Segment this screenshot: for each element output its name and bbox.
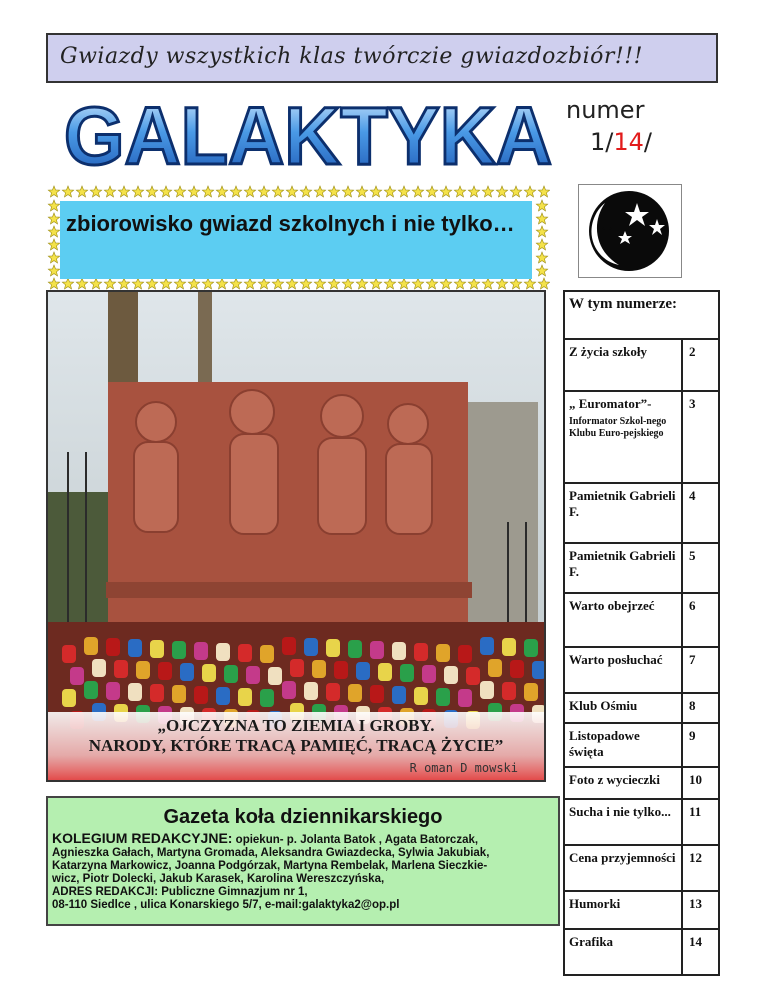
star-icon	[230, 186, 241, 197]
star-icon	[300, 186, 311, 197]
star-icon	[118, 186, 129, 197]
candle	[502, 682, 516, 700]
candle	[458, 645, 472, 663]
toc-row	[564, 767, 719, 799]
candle	[326, 683, 340, 701]
candle	[444, 666, 458, 684]
star-icon	[314, 186, 325, 197]
star-icon	[62, 278, 73, 289]
issue-number	[566, 94, 652, 158]
star-icon	[90, 186, 101, 197]
candle	[480, 681, 494, 699]
star-icon	[48, 278, 59, 289]
editorial-line-2: Agnieszka Gałach, Martyna Gromada, Aleksandra Gwiazdecka, Sylwia Jakubiak,	[52, 847, 490, 859]
star-icon	[384, 186, 395, 197]
moon-stars-image	[578, 184, 682, 278]
toc-item-title: Z życia szkoły	[569, 344, 647, 359]
star-icon	[48, 265, 59, 276]
star-icon	[188, 278, 199, 289]
candle	[282, 681, 296, 699]
star-icon	[48, 200, 59, 211]
star-icon	[174, 278, 185, 289]
candle	[304, 638, 318, 656]
candle	[70, 667, 84, 685]
star-icon	[468, 278, 479, 289]
star-icon	[48, 239, 59, 250]
toc-item-page: 9	[682, 723, 719, 767]
candle	[334, 661, 348, 679]
toc-item-title: Pamietnik Gabrieli F.	[569, 548, 676, 579]
editorial-line-6: 08-110 Siedlce , ulica Konarskiego 5/7, e-mail:galaktyka2@op.pl	[52, 899, 400, 911]
star-icon	[536, 213, 547, 224]
star-icon	[426, 278, 437, 289]
candle	[260, 645, 274, 663]
memorial-photo	[46, 290, 546, 782]
quote-author: R oman D mowski	[409, 761, 518, 775]
issue-num-c: /	[643, 128, 652, 156]
candle	[62, 645, 76, 663]
candle	[158, 662, 172, 680]
star-icon	[356, 278, 367, 289]
toc-item-page: 5	[682, 543, 719, 593]
star-icon	[188, 186, 199, 197]
candle	[436, 644, 450, 662]
star-icon	[328, 278, 339, 289]
toc-heading-row	[564, 291, 719, 339]
star-icon	[48, 186, 59, 197]
star-icon	[48, 226, 59, 237]
toc-item-page: 6	[682, 593, 719, 647]
tagline-text: zbiorowisko gwiazd szkolnych i nie tylko…	[66, 211, 515, 236]
quote-line-1: „OJCZYZNA TO ZIEMIA I GROBY.	[157, 716, 435, 735]
toc-item-title: Warto posłuchać	[569, 652, 663, 667]
candle	[172, 641, 186, 659]
candle	[356, 662, 370, 680]
star-icon	[174, 186, 185, 197]
star-icon	[482, 186, 493, 197]
star-icon	[48, 213, 59, 224]
candle	[106, 638, 120, 656]
star-icon	[104, 186, 115, 197]
toc-item-title: Warto obejrzeć	[569, 598, 655, 613]
top-banner	[46, 33, 718, 83]
candle	[268, 667, 282, 685]
banner-text: Gwiazdy wszystkich klas twórczie gwiazdozbiór!!!	[60, 44, 643, 69]
star-icon	[272, 186, 283, 197]
kolegium-label: KOLEGIUM REDAKCYJNE:	[52, 830, 233, 846]
candle	[62, 689, 76, 707]
star-icon	[524, 278, 535, 289]
star-icon	[510, 186, 521, 197]
candle	[136, 661, 150, 679]
candle	[326, 639, 340, 657]
candle	[466, 667, 480, 685]
star-icon	[62, 186, 73, 197]
star-icon	[258, 186, 269, 197]
candle	[238, 688, 252, 706]
galaktyka-logo	[58, 92, 558, 176]
editorial-box	[46, 796, 560, 926]
candle	[172, 685, 186, 703]
star-icon	[76, 278, 87, 289]
star-icon	[524, 186, 535, 197]
star-icon	[202, 278, 213, 289]
candle	[488, 659, 502, 677]
star-icon	[244, 186, 255, 197]
candle	[202, 664, 216, 682]
candle	[128, 639, 142, 657]
toc-row	[564, 891, 719, 929]
logo-text: GALAKTYKA	[64, 92, 552, 176]
candle	[370, 641, 384, 659]
toc-item-page: 13	[682, 891, 719, 929]
editorial-line-3: Katarzyna Markowicz, Joanna Podgórzak, Martyna Rembelak, Marlena Sieczkie-	[52, 860, 488, 872]
star-icon	[132, 278, 143, 289]
candle	[400, 664, 414, 682]
candle	[414, 687, 428, 705]
candle	[238, 644, 252, 662]
star-icon	[300, 278, 311, 289]
star-icon	[440, 186, 451, 197]
candle	[194, 686, 208, 704]
candle	[370, 685, 384, 703]
star-icon	[482, 278, 493, 289]
star-icon	[538, 186, 549, 197]
toc-item-title: Pamietnik Gabrieli F.	[569, 488, 676, 519]
star-icon	[496, 186, 507, 197]
star-icon	[328, 186, 339, 197]
star-icon	[216, 278, 227, 289]
candle	[532, 661, 546, 679]
toc-item-title: Sucha i nie tylko...	[569, 804, 671, 819]
toc-row	[564, 723, 719, 767]
star-icon	[76, 186, 87, 197]
star-icon	[384, 278, 395, 289]
toc-row	[564, 647, 719, 693]
star-icon	[146, 278, 157, 289]
candle	[260, 689, 274, 707]
star-icon	[342, 278, 353, 289]
toc-row	[564, 693, 719, 723]
toc-item-title: Humorki	[569, 896, 621, 911]
candle	[392, 642, 406, 660]
star-icon	[536, 239, 547, 250]
candle	[414, 643, 428, 661]
candle	[304, 682, 318, 700]
star-icon	[314, 278, 325, 289]
candle	[150, 640, 164, 658]
star-icon	[216, 186, 227, 197]
toc-item-page: 14	[682, 929, 719, 975]
quote-line-2: NARODY, KTÓRE TRACĄ PAMIĘĆ, TRACĄ ŻYCIE”	[88, 736, 504, 755]
toc-item-page: 8	[682, 693, 719, 723]
candle	[312, 660, 326, 678]
toc-row	[564, 593, 719, 647]
star-icon	[356, 186, 367, 197]
editorial-title: Gazeta koła dziennikarskiego	[163, 806, 443, 828]
star-icon	[536, 252, 547, 263]
star-icon	[536, 265, 547, 276]
toc-item-title: Foto z wycieczki	[569, 772, 660, 787]
star-icon	[202, 186, 213, 197]
star-icon	[536, 200, 547, 211]
toc-item-page: 12	[682, 845, 719, 891]
candle	[84, 637, 98, 655]
toc-row	[564, 929, 719, 975]
toc-item-page: 3	[682, 391, 719, 483]
star-icon	[258, 278, 269, 289]
table-of-contents	[563, 290, 720, 949]
toc-item-title: Grafika	[569, 934, 614, 949]
tagline-box	[60, 201, 532, 279]
candle	[194, 642, 208, 660]
star-icon	[48, 252, 59, 263]
star-icon	[160, 186, 171, 197]
toc-item-title: Cena przyjemności	[569, 850, 676, 865]
star-icon	[90, 278, 101, 289]
toc-item-title: Klub Ośmiu	[569, 698, 638, 713]
quote-block	[46, 716, 546, 778]
candle	[348, 684, 362, 702]
candle	[348, 640, 362, 658]
toc-item-title: Listopadowe święta	[569, 728, 640, 759]
toc-item-title: „ Euromator”-	[569, 396, 652, 411]
star-icon	[286, 186, 297, 197]
candle	[458, 689, 472, 707]
star-icon	[398, 278, 409, 289]
star-icon	[132, 186, 143, 197]
candle	[92, 659, 106, 677]
candle	[524, 639, 538, 657]
candle	[290, 659, 304, 677]
candle	[114, 660, 128, 678]
candle	[502, 638, 516, 656]
star-icon	[286, 278, 297, 289]
candle	[84, 681, 98, 699]
toc-item-page: 7	[682, 647, 719, 693]
star-icon	[538, 278, 549, 289]
toc-item-page: 2	[682, 339, 719, 391]
editorial-body	[52, 832, 556, 912]
toc-row	[564, 543, 719, 593]
toc-row	[564, 339, 719, 391]
candle	[216, 643, 230, 661]
star-icon	[104, 278, 115, 289]
candle	[480, 637, 494, 655]
toc-item-page: 4	[682, 483, 719, 543]
star-icon	[510, 278, 521, 289]
toc-item-subtitle: Informator Szkol-nego Klubu Euro-pejskiego	[569, 416, 667, 439]
candle	[180, 663, 194, 681]
candle	[216, 687, 230, 705]
star-icon	[118, 278, 129, 289]
toc-row	[564, 483, 719, 543]
toc-row	[564, 845, 719, 891]
star-icon	[398, 186, 409, 197]
star-icon	[440, 278, 451, 289]
candle	[510, 660, 524, 678]
star-icon	[272, 278, 283, 289]
star-icon	[426, 186, 437, 197]
candle	[150, 684, 164, 702]
candle	[106, 682, 120, 700]
candle	[422, 665, 436, 683]
editorial-line-5: ADRES REDAKCJI: Publiczne Gimnazjum nr 1,	[52, 886, 308, 898]
star-icon	[496, 278, 507, 289]
star-icon	[412, 278, 423, 289]
issue-label: numer	[566, 96, 645, 124]
star-icon	[160, 278, 171, 289]
star-icon	[230, 278, 241, 289]
toc-row	[564, 799, 719, 845]
toc-item-page: 10	[682, 767, 719, 799]
star-icon	[146, 186, 157, 197]
candle	[282, 637, 296, 655]
candle	[524, 683, 538, 701]
star-icon	[342, 186, 353, 197]
candle	[224, 665, 238, 683]
star-icon	[454, 278, 465, 289]
star-icon	[370, 278, 381, 289]
issue-num-a: 1/	[590, 128, 614, 156]
star-icon	[536, 226, 547, 237]
toc-item-page: 11	[682, 799, 719, 845]
issue-num-b: 14	[613, 128, 644, 156]
candle	[246, 666, 260, 684]
editorial-line-1: opiekun- p. Jolanta Batok , Agata Batorczak,	[232, 834, 479, 846]
editorial-line-4: wicz, Piotr Dolecki, Jakub Karasek, Karolina Wereszczyńska,	[52, 873, 385, 885]
star-icon	[244, 278, 255, 289]
candle	[378, 663, 392, 681]
candle	[392, 686, 406, 704]
toc-heading: W tym numerze:	[564, 291, 719, 339]
star-icon	[454, 186, 465, 197]
candle	[128, 683, 142, 701]
star-icon	[370, 186, 381, 197]
star-icon	[468, 186, 479, 197]
star-icon	[412, 186, 423, 197]
toc-row	[564, 391, 719, 483]
candle	[436, 688, 450, 706]
